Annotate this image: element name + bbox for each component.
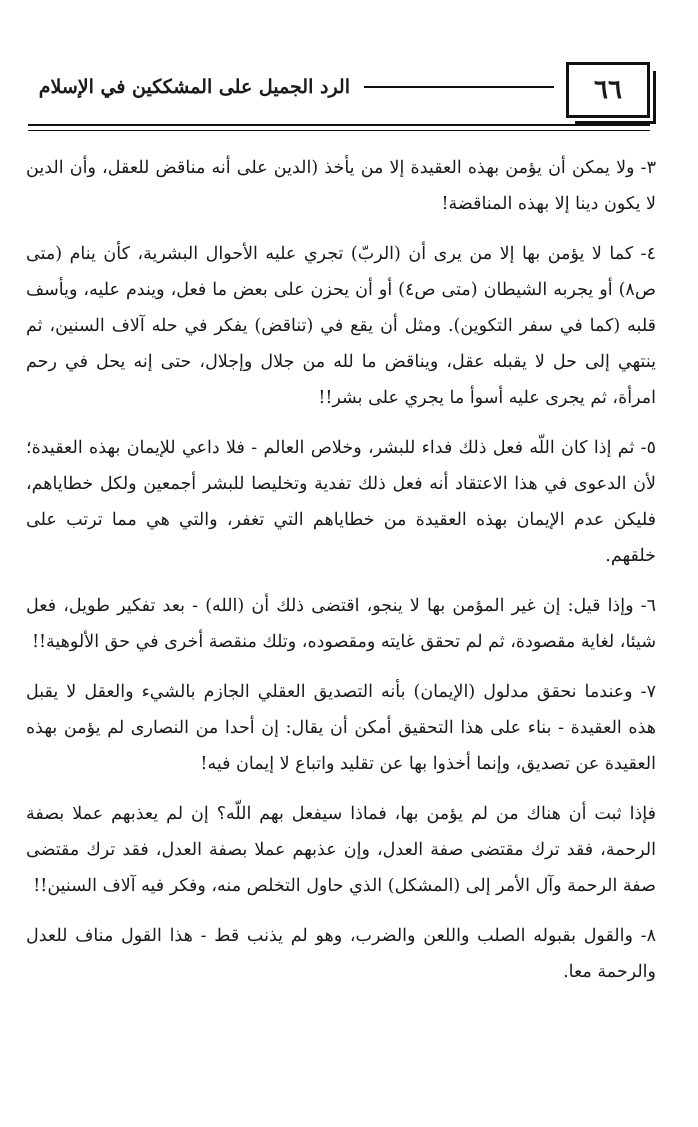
header-rule xyxy=(28,124,650,126)
paragraph-4: ٤- كما لا يؤمن بها إلا من يرى أن (الربّ) تجري عليه الأحوال البشرية، كأن ينام (متى ص٨) أو يجربه الشيطان (متى ص٤) أو أن يحزن على بعض ما فعل، ويندم عليه، ويأسف قلبه (كما في سفر التكوين). ومثل أن يقع في (تناقض) يفكر في حله آلاف السنين، ثم ينتهي إلى حل لا يقبله عقل، ويناقض ما لله من جلال وإجلال، حتى إنه يحل في رحم امرأة، ثم يجرى عليه أسوأ ما يجري على بشر!! xyxy=(26,244,656,408)
header-dash-divider xyxy=(364,86,554,88)
paragraph-5: ٥- ثم إذا كان اللّه فعل ذلك فداء للبشر، وخلاص العالم - فلا داعي للإيمان بهذه العقيدة؛ لأن الدعوى في هذا الاعتقاد أنه فعل ذلك تفدية وتخليصا للبشر أجمعين ولكل خطاياهم، فليكن عدم الإيمان بهذه العقيدة من خطاياهم التي تغفر، والتي هي مما ترتب على خلقهم. xyxy=(26,438,656,566)
page-number: ٦٦ xyxy=(566,62,650,118)
paragraph-8: ٨- والقول بقبوله الصلب واللعن والضرب، وهو لم يذنب قط - هذا القول مناف للعدل والرحمة معا. xyxy=(26,926,656,982)
paragraph-7-continued: فإذا ثبت أن هناك من لم يؤمن بها، فماذا سيفعل بهم اللّه؟ إن لم يعذبهم عملا بصفة الرحمة، فقد ترك مقتضى صفة العدل، وإن عذبهم عملا بصفة العدل، فقد ترك مقتضى صفة الرحمة وآل الأمر إلى (المشكل) الذي حاول التخلص منه، وفكر فيه آلاف السنين!! xyxy=(26,804,656,896)
body-text xyxy=(26,150,656,990)
running-header xyxy=(28,76,554,98)
running-header-title: الرد الجميل على المشككين في الإسلام xyxy=(38,76,350,98)
paragraph-7: ٧- وعندما نحقق مدلول (الإيمان) بأنه التصديق العقلي الجازم بالشيء والعقل لا يقبل هذه العقيدة - بناء على هذا التحقيق أمكن أن يقال: إن أحدا من النصارى لم يؤمن بهذه العقيدة عن تصديق، وإنما أخذوا بها عن تقليد واتباع لا إيمان فيه! xyxy=(26,682,656,774)
paragraph-3: ٣- ولا يمكن أن يؤمن بهذه العقيدة إلا من يأخذ (الدين على أنه مناقض للعقل، وأن الدين لا يكون دينا إلا بهذه المناقضة! xyxy=(26,158,656,214)
header-rule-thin xyxy=(28,130,650,131)
paragraph-6: ٦- وإذا قيل: إن غير المؤمن بها لا ينجو، اقتضى ذلك أن (الله) - بعد تفكير طويل، فعل شيئا، لغاية مقصودة، ثم لم تحقق غايته ومقصوده، وتلك منقصة أخرى في حق الألوهية!! xyxy=(26,596,656,652)
page-header xyxy=(28,62,650,120)
